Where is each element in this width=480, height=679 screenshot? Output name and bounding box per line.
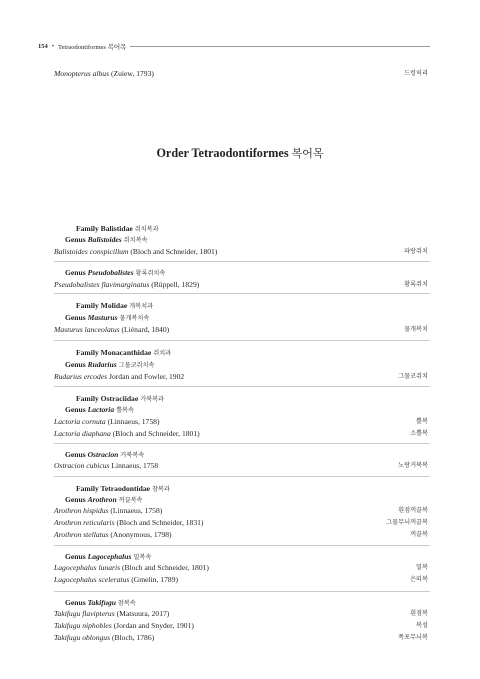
species-entry <box>54 280 428 290</box>
species-korean: 복섬 <box>416 622 428 629</box>
family-name: Family Balistidae <box>76 224 133 233</box>
species-name: Lagocephalus lunaris <box>54 563 121 572</box>
family-name: Family Ostraciidae <box>76 394 139 403</box>
family-heading <box>76 484 170 495</box>
species-author: (Linnaeus, 1758) <box>110 506 163 515</box>
species-author: (Bloch, 1786) <box>111 633 155 642</box>
species-name: Pseudobalistes flavimarginatus <box>54 280 150 289</box>
order-title <box>0 145 480 161</box>
genus-name: Masturus <box>87 313 118 322</box>
family-name: Family Monacanthidae <box>76 348 152 357</box>
family-korean: 쥐치복과 <box>134 226 159 233</box>
species-entry <box>54 633 428 643</box>
species-korean: 꺼끌복 <box>410 531 428 538</box>
section-divider <box>54 293 430 294</box>
genus-name: Balistoides <box>87 235 122 244</box>
family-heading <box>76 394 164 405</box>
species-author: (Zuiew, 1793) <box>110 69 154 78</box>
species-author: (Matsuura, 2017) <box>116 609 170 618</box>
family-heading <box>76 348 171 359</box>
species-author: (Bloch and Schneider, 1801) <box>112 429 200 438</box>
family-name: Family Tetraodontidae <box>76 484 151 493</box>
species-name: Monopterus albus <box>54 69 110 78</box>
header-section: Tetraodontiformes 복어목 <box>58 43 127 51</box>
species-korean: 그물무늬꺼끌복 <box>386 519 428 526</box>
species-korean: 물개복치 <box>404 326 428 333</box>
species-korean: 은띠복 <box>410 576 428 583</box>
genus-name: Ostracion <box>87 450 119 459</box>
header-bullet: • <box>51 42 55 50</box>
genus-korean: 뿔복속 <box>116 407 134 414</box>
species-name: Arothron hispidus <box>54 506 109 515</box>
species-entry <box>54 325 428 335</box>
species-author: (Jordan and Snyder, 1901) <box>113 621 194 630</box>
genus-name: Takifugu <box>87 598 116 607</box>
section-divider <box>54 443 430 444</box>
species-korean: 폭포무늬복 <box>398 634 428 641</box>
genus-heading: Genus Lactoria 뿔복속 <box>65 405 134 414</box>
genus-korean: 꺼끌복속 <box>118 497 143 504</box>
species-author: (Bloch and Schneider, 1801) <box>121 563 209 572</box>
species-author: (Bloch and Schneider, 1831) <box>116 518 204 527</box>
species-korean: 노랑거북복 <box>398 462 428 469</box>
genus-name: Rudarius <box>87 360 117 369</box>
species-name: Lactoria cornuta <box>54 417 106 426</box>
species-entry <box>54 429 428 439</box>
species-korean: 황록쥐치 <box>404 281 428 288</box>
species-korean: 파랑쥐치 <box>404 248 428 255</box>
species-entry <box>54 518 428 528</box>
genus-heading: Genus Pseudobalistes 황록쥐치속 <box>65 268 166 277</box>
page-number: 154 <box>38 42 48 50</box>
family-heading <box>76 301 153 312</box>
species-name: Balistoides conspicillum <box>54 247 129 256</box>
section-divider <box>54 476 430 477</box>
section-divider <box>54 261 430 262</box>
order-name: Order Tetraodontiformes <box>156 146 289 160</box>
genus-korean: 쥐치복속 <box>123 237 148 244</box>
section-divider <box>54 545 430 546</box>
species-entry <box>54 461 428 471</box>
species-entry <box>54 530 428 540</box>
genus-korean: 물개복치속 <box>119 315 150 322</box>
genus-korean: 참복속 <box>117 600 136 607</box>
genus-heading: Genus Arothron 꺼끌복속 <box>65 495 143 504</box>
species-name: Rudarius ercodes <box>54 372 108 381</box>
section-divider <box>54 386 430 387</box>
family-korean: 개복치과 <box>129 303 154 310</box>
family-name: Family Molidae <box>76 301 128 310</box>
family-korean: 쥐치과 <box>153 350 172 357</box>
species-name: Lactoria diaphana <box>54 429 111 438</box>
section-divider <box>54 340 430 341</box>
species-korean: 소뿔복 <box>410 430 428 437</box>
species-name: Arothron reticularis <box>54 518 115 527</box>
species-name: Takifugu niphobles <box>54 621 112 630</box>
species-korean: 흰점꺼끌복 <box>398 507 428 514</box>
species-korean: 그물코쥐치 <box>398 373 428 380</box>
family-heading <box>76 224 159 235</box>
genus-korean: 황록쥐치속 <box>135 270 166 277</box>
species-name: Masturus lanceolatus <box>54 325 120 334</box>
genus-heading: Genus Lagocephalus 밀복속 <box>65 552 152 561</box>
genus-name: Lactoria <box>87 405 115 414</box>
running-header <box>38 40 430 52</box>
genus-korean: 거북복속 <box>120 452 145 459</box>
genus-heading: Genus Balistoides 쥐치복속 <box>65 235 148 244</box>
species-author: (Gmelin, 1789) <box>131 575 179 584</box>
species-entry <box>54 69 428 79</box>
genus-heading: Genus Masturus 물개복치속 <box>65 313 150 322</box>
genus-name: Lagocephalus <box>87 552 132 561</box>
genus-heading: Genus Ostracion 거북복속 <box>65 450 145 459</box>
header-rule <box>130 46 430 47</box>
species-name: Arothron stellatus <box>54 530 109 539</box>
species-author: (Anonymous, 1798) <box>110 530 172 539</box>
species-entry <box>54 563 428 573</box>
species-author: Linnaeus, 1758 <box>111 461 159 470</box>
species-author: (Rüppell, 1829) <box>151 280 200 289</box>
family-korean: 참복과 <box>151 486 170 493</box>
genus-heading: Genus Takifugu 참복속 <box>65 598 136 607</box>
species-author: Jordan and Fowler, 1902 <box>109 372 185 381</box>
species-korean: 드렁허리 <box>404 70 428 77</box>
species-korean: 밀복 <box>416 564 428 571</box>
species-korean: 흰점복 <box>410 610 428 617</box>
genus-name: Arothron <box>87 495 117 504</box>
genus-heading: Genus Rudarius 그물코쥐치속 <box>65 360 155 369</box>
species-korean: 뿔복 <box>416 418 428 425</box>
genus-korean: 밀복속 <box>133 554 152 561</box>
family-korean: 거북복과 <box>140 396 165 403</box>
species-entry <box>54 417 428 427</box>
species-name: Lagocephalus sceleratus <box>54 575 130 584</box>
species-name: Takifugu flavipterus <box>54 609 115 618</box>
species-name: Takifugu oblongus <box>54 633 111 642</box>
species-entry <box>54 247 428 257</box>
species-entry <box>54 609 428 619</box>
genus-korean: 그물코쥐치속 <box>118 362 155 369</box>
species-entry <box>54 621 428 631</box>
species-entry <box>54 372 428 382</box>
species-author: (Linnaeus, 1758) <box>107 417 160 426</box>
section-divider <box>54 591 430 592</box>
species-entry <box>54 575 428 585</box>
species-entry <box>54 506 428 516</box>
species-name: Ostracion cubicus <box>54 461 110 470</box>
species-author: (Liénard, 1840) <box>121 325 170 334</box>
genus-name: Pseudobalistes <box>87 268 134 277</box>
species-author: (Bloch and Schneider, 1801) <box>130 247 218 256</box>
order-korean: 복어목 <box>291 147 324 160</box>
